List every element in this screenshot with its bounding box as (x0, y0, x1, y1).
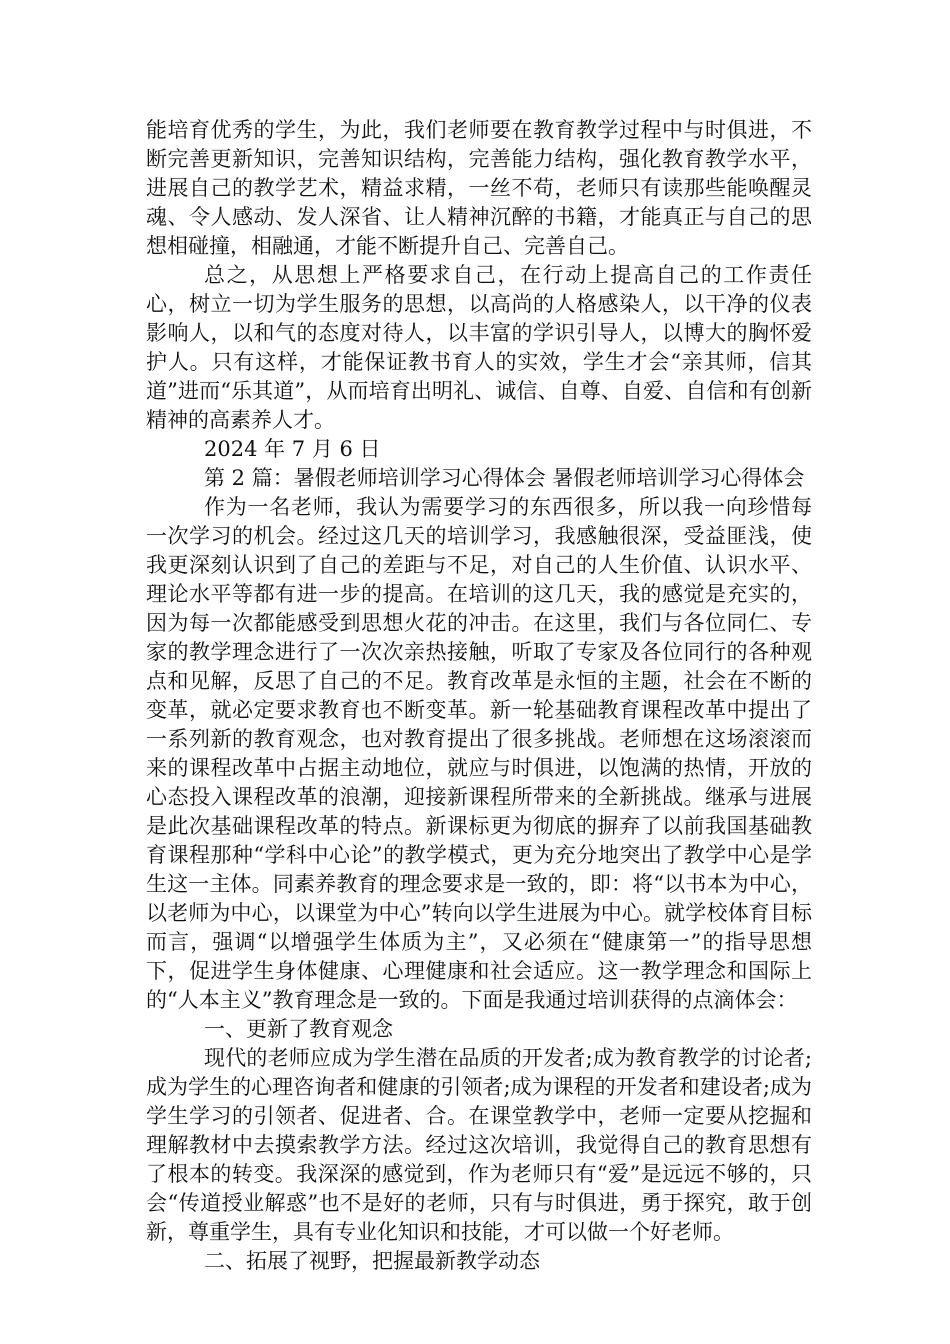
document-body (146, 116, 812, 1276)
section-heading-1: 一、更新了教育观念 (204, 1017, 393, 1041)
paragraph-continuation: 能培育优秀的学生，为此，我们老师要在教育教学过程中与时俱进，不断完善更新知识，完善知识结构，完善能力结构，强化教育教学水平，进展自己的教学艺术，精益求精，一丝不苟，老师只有读那些能唤醒灵魂、令人感动、发人深省、让人精神沉醉的书籍，才能真正与自己的思想相碰撞，相融通，才能不断提升自己、完善自己。 (146, 118, 812, 258)
paragraph-summary: 总之，从思想上严格要求自己，在行动上提高自己的工作责任心，树立一切为学生服务的思想，以高尚的人格感染人，以干净的仪表影响人，以和气的态度对待人，以丰富的学识引导人，以博大的胸怀爱护人。只有这样，才能保证教书育人的实效，学生才会“亲其师，信其道”进而“乐其道”，从而培育出明礼、诚信、自尊、自爱、自信和有创新精神的高素养人才。 (146, 263, 812, 432)
document-date: 2024 年 7 月 6 日 (204, 437, 381, 461)
section-heading-2: 二、拓展了视野，把握最新教学动态 (204, 1249, 540, 1273)
article-title: 第 2 篇：暑假老师培训学习心得体会 暑假老师培训学习心得体会 (204, 466, 805, 490)
paragraph-section-1: 现代的老师应成为学生潜在品质的开发者;成为教育教学的讨论者;成为学生的心理咨询者和健康的引领者;成为课程的开发者和建设者;成为学生学习的引领者、促进者、合。在课堂教学中，老师一定要从挖掘和理解教材中去摸索教学方法。经过这次培训，我觉得自己的教育思想有了根本的转变。我深深的感觉到，作为老师只有“爱”是远远不够的，只会“传道授业解惑”也不是好的老师，只有与时俱进，勇于探究，敢于创新，尊重学生，具有专业化知识和技能，才可以做一个好老师。 (146, 1046, 812, 1244)
paragraph-intro: 作为一名老师，我认为需要学习的东西很多，所以我一向珍惜每一次学习的机会。经过这几天的培训学习，我感触很深，受益匪浅，使我更深刻认识到了自己的差距与不足，对自己的人生价值、认识水平、理论水平等都有进一步的提高。在培训的这几天，我的感觉是充实的，因为每一次都能感受到思想火花的冲击。在这里，我们与各位同仁、专家的教学理念进行了一次次亲热接触，听取了专家及各位同行的各种观点和见解，反思了自己的不足。教育改革是永恒的主题，社会在不断的变革，就必定要求教育也不断变革。新一轮基础教育课程改革中提出了一系列新的教育观念，也对教育提出了很多挑战。老师想在这场滚滚而来的课程改革中占据主动地位，就应与时俱进，以饱满的热情，开放的心态投入课程改革的浪潮，迎接新课程所带来的全新挑战。继承与进展是此次基础课程改革的特点。新课标更为彻底的摒弃了以前我国基础教育课程那种“学科中心论”的教学模式，更为充分地突出了教学中心是学生这一主体。同素养教育的理念要求是一致的，即：将“以书本为中心，以老师为中心，以课堂为中心”转向以学生进展为中心。就学校体育目标而言，强调“以增强学生体质为主”，又必须在“健康第一”的指导思想下，促进学生身体健康、心理健康和社会适应。这一教学理念和国际上的“人本主义”教育理念是一致的。下面是我通过培训获得的点滴体会： (146, 495, 812, 1012)
